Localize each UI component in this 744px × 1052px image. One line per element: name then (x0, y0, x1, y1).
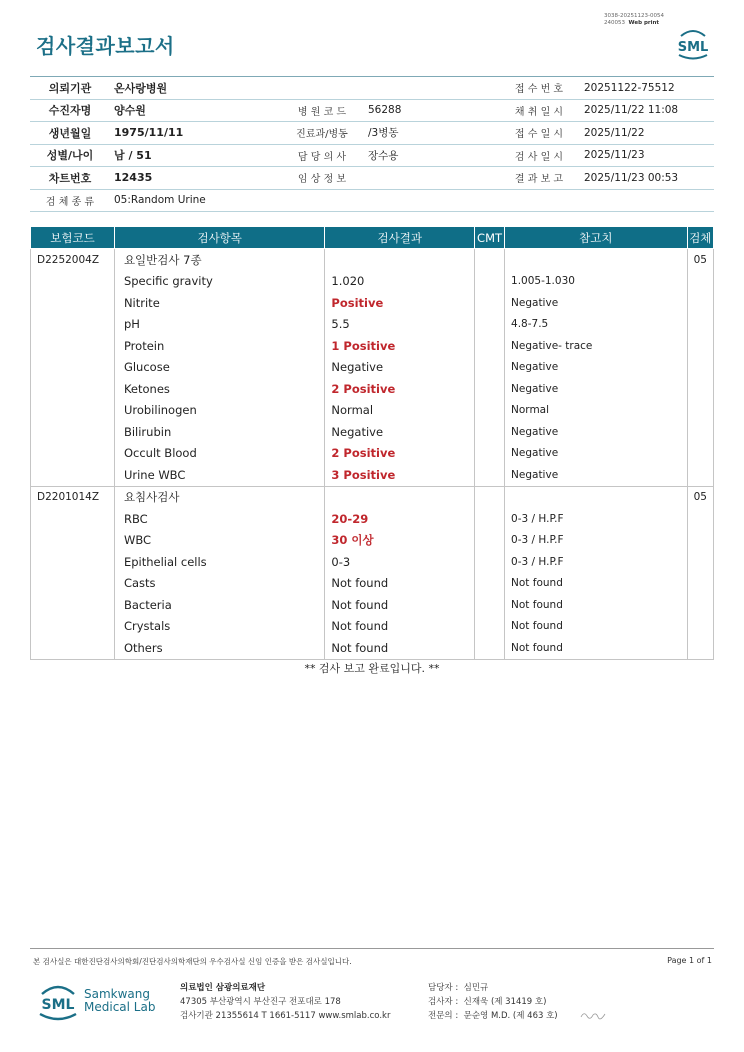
test-result: 5.5 (325, 314, 475, 336)
info-value: 2025/11/23 (580, 144, 714, 167)
specimen-cell (687, 637, 713, 659)
cmt-cell (475, 335, 505, 357)
info-value: 20251122-75512 (580, 77, 714, 100)
specimen-cell (687, 443, 713, 465)
cmt-cell (475, 530, 505, 552)
cmt-cell (475, 637, 505, 659)
signature-icon (580, 1009, 606, 1021)
info-value: 1975/11/11 (110, 122, 280, 145)
test-item-name: RBC (114, 508, 324, 530)
specimen-cell (687, 421, 713, 443)
page-number: Page 1 of 1 (667, 956, 712, 965)
specimen-cell (687, 464, 713, 486)
table-row (31, 551, 714, 573)
code-cell (31, 378, 115, 400)
info-label: 의뢰기관 (30, 77, 110, 100)
patient-info-table (30, 76, 714, 212)
info-label: 진료과/병동 (280, 122, 364, 145)
cmt-cell (475, 292, 505, 314)
info-value: 양수원 (110, 99, 280, 122)
insurance-code: D2201014Z (31, 486, 115, 508)
org-name: 의료법인 삼광의료재단 (180, 983, 266, 993)
code-cell (31, 594, 115, 616)
specimen-cell (687, 551, 713, 573)
specimen-cell (687, 400, 713, 422)
code-cell (31, 530, 115, 552)
cmt-cell (475, 508, 505, 530)
info-row (30, 77, 714, 100)
info-label: 결 과 보 고 (498, 167, 580, 190)
table-row (31, 637, 714, 659)
info-value: 2025/11/22 11:08 (580, 99, 714, 122)
code-cell (31, 357, 115, 379)
reference-range: 0-3 / H.P.F (505, 508, 688, 530)
test-result: 3 Positive (325, 464, 475, 486)
results-table (30, 226, 714, 660)
test-result: 2 Positive (325, 443, 475, 465)
code-cell (31, 443, 115, 465)
cmt-cell (475, 400, 505, 422)
specimen-code: 05 (687, 486, 713, 508)
table-row (31, 443, 714, 465)
info-label: 성별/나이 (30, 144, 110, 167)
code-cell (31, 314, 115, 336)
table-row (31, 378, 714, 400)
test-result: 30 이상 (325, 530, 475, 552)
reference-range: 4.8-7.5 (505, 314, 688, 336)
test-result: 1.020 (325, 271, 475, 293)
test-group-name: 요침사검사 (114, 486, 324, 508)
info-label: 접 수 일 시 (498, 122, 580, 145)
specimen-cell (687, 292, 713, 314)
test-item-name: Nitrite (114, 292, 324, 314)
document-code-line1: 3038-20251123-0054 (604, 13, 664, 19)
info-label: 검 사 일 시 (498, 144, 580, 167)
info-label: 임 상 정 보 (280, 167, 364, 190)
reference-range: Negative (505, 292, 688, 314)
column-header: 검사항목 (114, 227, 324, 249)
specimen-cell (687, 271, 713, 293)
specimen-cell (687, 508, 713, 530)
info-value: 2025/11/23 00:53 (580, 167, 714, 190)
test-result: 2 Positive (325, 378, 475, 400)
table-row (31, 357, 714, 379)
table-row (31, 292, 714, 314)
test-item-name: Others (114, 637, 324, 659)
test-group-row (31, 486, 714, 508)
test-item-name: Bilirubin (114, 421, 324, 443)
cmt-cell (475, 378, 505, 400)
test-item-name: Glucose (114, 357, 324, 379)
test-result: Negative (325, 421, 475, 443)
test-item-name: Protein (114, 335, 324, 357)
code-cell (31, 421, 115, 443)
table-row (31, 400, 714, 422)
document-code-line2: 240053 Web print (604, 19, 660, 26)
organization-info (180, 981, 390, 1023)
info-label: 생년월일 (30, 122, 110, 145)
reference-range: 1.005-1.030 (505, 271, 688, 293)
info-label: 수진자명 (30, 99, 110, 122)
page-title: 검사결과보고서 (36, 34, 175, 58)
specimen-cell (687, 616, 713, 638)
info-value (364, 167, 498, 190)
table-row (31, 616, 714, 638)
info-value: 56288 (364, 99, 498, 122)
result-cell (325, 249, 475, 271)
test-item-name: Crystals (114, 616, 324, 638)
result-cell (325, 486, 475, 508)
code-cell (31, 573, 115, 595)
accreditation-note: 본 검사실은 대한진단검사의학회/진단검사의학재단의 우수검사실 신임 인증을 받은 검사실입니다. (33, 957, 352, 966)
staff-line: 검사자 : 신재욱 (제 31419 호) (428, 997, 547, 1007)
code-cell (31, 335, 115, 357)
info-row (30, 99, 714, 122)
code-cell (31, 508, 115, 530)
org-address: 47305 부산광역시 부산진구 전포대로 178 (180, 997, 341, 1007)
info-value: 05:Random Urine (110, 189, 714, 212)
cmt-cell (475, 594, 505, 616)
cmt-cell (475, 616, 505, 638)
code-cell (31, 637, 115, 659)
test-item-name: Occult Blood (114, 443, 324, 465)
specimen-cell (687, 335, 713, 357)
table-row (31, 314, 714, 336)
test-item-name: Bacteria (114, 594, 324, 616)
sml-logo-icon (673, 26, 713, 62)
test-result: Positive (325, 292, 475, 314)
test-group-name: 요일반검사 7종 (114, 249, 324, 271)
column-header: 참고치 (505, 227, 688, 249)
reference-cell (505, 486, 688, 508)
reference-range: 0-3 / H.P.F (505, 551, 688, 573)
cmt-cell (475, 486, 505, 508)
code-cell (31, 400, 115, 422)
cmt-cell (475, 314, 505, 336)
test-item-name: Casts (114, 573, 324, 595)
reference-range: Not found (505, 594, 688, 616)
test-item-name: WBC (114, 530, 324, 552)
info-label: 채 취 일 시 (498, 99, 580, 122)
cmt-cell (475, 249, 505, 271)
table-row (31, 421, 714, 443)
reference-range: Not found (505, 616, 688, 638)
cmt-cell (475, 357, 505, 379)
test-result: Negative (325, 357, 475, 379)
table-row (31, 464, 714, 486)
samkwang-logo-text: Samkwang Medical Lab (84, 987, 156, 1014)
test-result: Not found (325, 594, 475, 616)
reference-range: Negative (505, 421, 688, 443)
info-value: 2025/11/22 (580, 122, 714, 145)
test-result: 20-29 (325, 508, 475, 530)
test-item-name: Urine WBC (114, 464, 324, 486)
test-result: 1 Positive (325, 335, 475, 357)
table-row (31, 530, 714, 552)
test-result: Not found (325, 573, 475, 595)
document-code (604, 13, 664, 26)
test-item-name: pH (114, 314, 324, 336)
staff-line: 전문의 : 문순영 M.D. (제 463 호) (428, 1011, 558, 1021)
test-item-name: Ketones (114, 378, 324, 400)
test-item-name: Epithelial cells (114, 551, 324, 573)
test-group-row (31, 249, 714, 271)
table-row (31, 594, 714, 616)
code-cell (31, 271, 115, 293)
reference-range: Negative (505, 378, 688, 400)
info-value: 온사랑병원 (110, 77, 280, 100)
info-value: 장수용 (364, 144, 498, 167)
specimen-code: 05 (687, 249, 713, 271)
table-row (31, 271, 714, 293)
info-row (30, 144, 714, 167)
specimen-cell (687, 530, 713, 552)
test-result: Not found (325, 616, 475, 638)
info-row (30, 189, 714, 212)
info-row (30, 122, 714, 145)
test-item-name: Urobilinogen (114, 400, 324, 422)
report-complete-text: ** 검사 보고 완료입니다. ** (304, 662, 440, 675)
column-header: 검사결과 (325, 227, 475, 249)
reference-range: Negative (505, 357, 688, 379)
code-cell (31, 464, 115, 486)
staff-line: 담당자 : 심민규 (428, 983, 489, 993)
reference-range: Negative- trace (505, 335, 688, 357)
code-cell (31, 616, 115, 638)
reference-range: Negative (505, 464, 688, 486)
insurance-code: D2252004Z (31, 249, 115, 271)
reference-range: Not found (505, 637, 688, 659)
reference-range: 0-3 / H.P.F (505, 530, 688, 552)
info-label: 접 수 번 호 (498, 77, 580, 100)
info-label: 검 체 종 류 (30, 189, 110, 212)
specimen-cell (687, 594, 713, 616)
specimen-cell (687, 314, 713, 336)
reference-range: Not found (505, 573, 688, 595)
table-row (31, 508, 714, 530)
specimen-cell (687, 378, 713, 400)
results-body (31, 249, 714, 660)
test-item-name: Specific gravity (114, 271, 324, 293)
svg-text:SML: SML (677, 40, 709, 55)
reference-range: Negative (505, 443, 688, 465)
info-value: 남 / 51 (110, 144, 280, 167)
info-label: 담 당 의 사 (280, 144, 364, 167)
code-cell (31, 551, 115, 573)
results-header-row (31, 227, 714, 249)
staff-info (428, 981, 558, 1023)
cmt-cell (475, 573, 505, 595)
column-header: 보험코드 (31, 227, 115, 249)
info-value: /3병동 (364, 122, 498, 145)
code-cell (31, 292, 115, 314)
info-value: 12435 (110, 167, 280, 190)
reference-cell (505, 249, 688, 271)
reference-range: Normal (505, 400, 688, 422)
column-header: 검체 (687, 227, 713, 249)
cmt-cell (475, 551, 505, 573)
samkwang-logo-icon (36, 980, 80, 1024)
info-label: 차트번호 (30, 167, 110, 190)
test-result: Not found (325, 637, 475, 659)
cmt-cell (475, 421, 505, 443)
specimen-cell (687, 357, 713, 379)
svg-text:SML: SML (41, 997, 75, 1013)
cmt-cell (475, 464, 505, 486)
cmt-cell (475, 271, 505, 293)
cmt-cell (475, 443, 505, 465)
footer-divider (30, 948, 714, 949)
info-row (30, 167, 714, 190)
table-row (31, 335, 714, 357)
info-label: 병 원 코 드 (280, 99, 364, 122)
test-result: Normal (325, 400, 475, 422)
org-contact: 검사기관 21355614 T 1661-5117 www.smlab.co.kr (180, 1011, 391, 1021)
column-header: CMT (475, 227, 505, 249)
table-row (31, 573, 714, 595)
test-result: 0-3 (325, 551, 475, 573)
specimen-cell (687, 573, 713, 595)
